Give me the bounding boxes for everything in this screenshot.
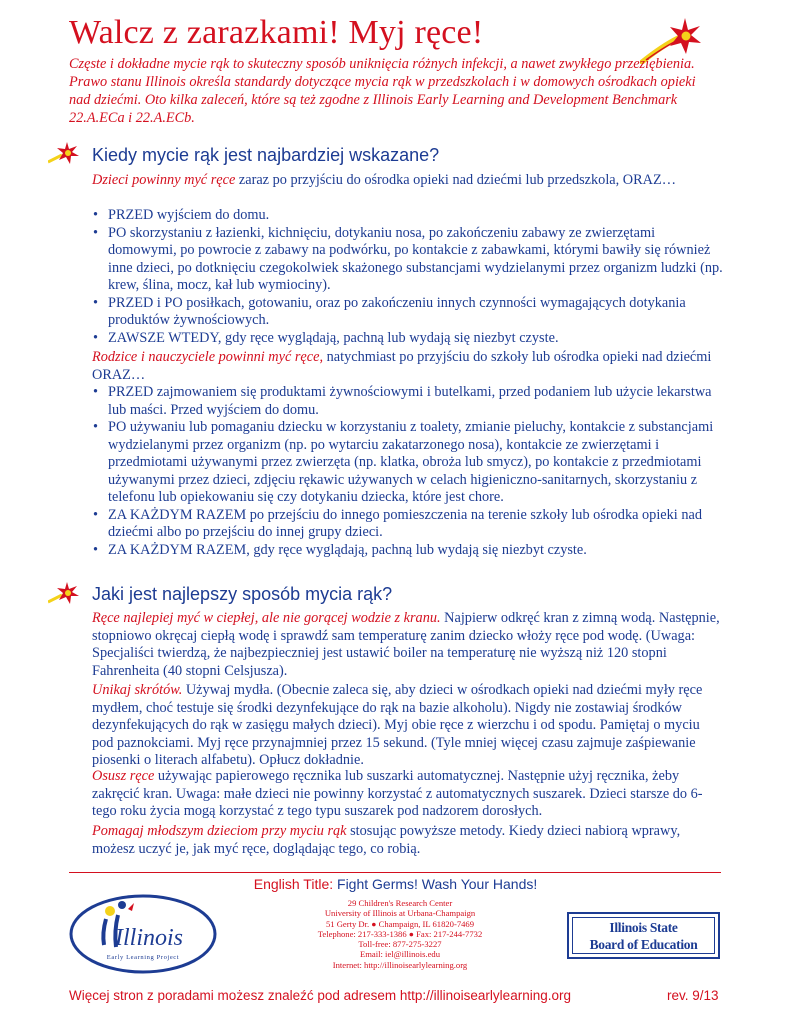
footer-more-pages: Więcej stron z poradami możesz znaleźć pod adresem http://illinoisearlylearning.org xyxy=(69,988,571,1003)
english-title-text: Fight Germs! Wash Your Hands! xyxy=(333,876,538,892)
list-item: • ZA KAŻDYM RAZEM, gdy ręce wyglądają, pachną lub wydają się niezbyt czyste. xyxy=(92,542,724,560)
warm-water-text: Najpierw odkręć kran z zimną wodą. Następnie, stopniowo okręcaj ciepłą wodę i sprawdź sam temperaturę zanim dziecko włoży ręce pod wodę. (Uwaga: Specjaliści twierdzą, że najbezpieczniej jest ustawić boiler na temperaturę nie wyższą niż 120 stopni Fahrenheita (40 stopni Celsjusza). xyxy=(92,610,720,679)
adults-wash-paragraph xyxy=(92,349,722,384)
address-line: Toll-free: 877-275-3227 xyxy=(358,939,442,950)
contact-address xyxy=(290,898,510,970)
english-title-label: English Title: xyxy=(253,876,334,892)
iel-logo xyxy=(68,893,218,975)
list-item: • PO skorzystaniu z łazienki, kichnięciu, dotykaniu nosa, po zakończeniu zabawy ze zwierzętami domowymi, po powrocie z zabawy na podwórku, po kontakcie z zabawkami, którymi bawiły się również inne dzieci, po dotknięciu czegokolwiek skażonego substancjami wydzielanymi przez organizm ludzki (np. krew, ślina, mocz, kał lub wymiociny). xyxy=(92,225,724,295)
page-title: Walcz z zarazkami! Myj ręce! xyxy=(69,14,484,51)
help-children-paragraph xyxy=(92,823,722,858)
isbe-logo-text xyxy=(572,917,715,954)
section-heading-how: Jaki jest najlepszy sposób mycia rąk? xyxy=(92,584,393,604)
english-title xyxy=(0,876,791,892)
adults-wash-text: natychmiast po przyjściu do szkoły lub ośrodka opieki nad dziećmi ORAZ… xyxy=(92,349,712,383)
dry-hands-text: używając papierowego ręcznika lub suszarki automatycznej. Następnie użyj ręcznika, żeby zakręcić kran. Uwaga: małe dzieci nie powinny korzystać z automatycznych suszarek. Dzieci starsze do 6-tego roku życia mogą korzystać z tego typu suszarek pod nadzorem dorosłych. xyxy=(92,768,703,819)
dry-hands-emphasis: Osusz ręce xyxy=(92,768,155,784)
footer-divider xyxy=(69,872,721,873)
address-line: 29 Children's Research Center xyxy=(347,898,453,908)
no-shortcuts-text: Używaj mydła. (Obecnie zaleca się, aby dzieci w ośrodkach opieki nad dziećmi myły ręce mydłem, choć testuje się środki dezynfekujące do rąk na bazie alkoholu). Nigdy nie zostawiaj środków dezynfekujących do rąk w zasięgu małych dzieci). Myj obie ręce z wierzchu i od spodu. Pamiętaj o myciu pod paznokciami. Myj ręce przynajmniej przez 15 sekund. (Tyle mniej więcej czasu zajmuje zaśpiewanie piosenki o literach alfabetu). Opłucz dokładnie. xyxy=(92,682,703,768)
address-line: Internet: http://illinoisearlylearning.org xyxy=(332,959,468,970)
list-item: • PRZED wyjściem do domu. xyxy=(92,207,724,225)
isbe-logo xyxy=(567,912,720,959)
address-line: University of Illinois at Urbana-Champaign xyxy=(324,908,476,919)
warm-water-paragraph xyxy=(92,610,722,680)
intro-paragraph: Częste i dokładne mycie rąk to skuteczny sposób uniknięcia różnych infekcji, a nawet zwykłego przeziębienia. Prawo stanu Illinois określa standardy dotyczące mycia rąk w przedszkolach i w domowych ośrodkach opieki nad dziećmi. Oto kilka zaleceń, które są też zgodne z Illinois Early Learning and Development Benchmark 22.A.ECa i 22.A.ECb. xyxy=(69,56,696,126)
logo-subtitle: Early Learning Project xyxy=(106,954,180,961)
logo-name: Illinois xyxy=(115,925,184,951)
help-children-emphasis: Pomagaj młodszym dzieciom przy myciu rąk xyxy=(92,823,347,839)
list-item: • PRZED i PO posiłkach, gotowaniu, oraz po zakończeniu innych czynności wymagających dotykania produktów żywnościowych. xyxy=(92,295,724,330)
section-star-icon xyxy=(48,142,80,166)
dry-hands-paragraph xyxy=(92,768,722,821)
no-shortcuts-paragraph xyxy=(92,682,722,770)
help-children-text: stosując powyższe metody. Kiedy dzieci nabiorą wprawy, możesz uczyć je, jak myć ręce, doglądając tego, co robią. xyxy=(92,823,681,857)
children-wash-emphasis: Dzieci powinny myć ręce xyxy=(92,172,236,188)
adults-wash-emphasis: Rodzice i nauczyciele powinni myć ręce, xyxy=(92,349,324,365)
revision-label: rev. 9/13 xyxy=(667,988,719,1003)
isbe-line-1: Illinois State xyxy=(609,920,678,935)
section-heading-when: Kiedy mycie rąk jest najbardziej wskazane? xyxy=(92,145,440,165)
children-bullet-list xyxy=(92,207,724,347)
iel-logo-icon xyxy=(68,893,218,975)
warm-water-emphasis: Ręce najlepiej myć w ciepłej, ale nie gorącej wodzie z kranu. xyxy=(92,610,441,626)
children-wash-text: zaraz po przyjściu do ośrodka opieki nad dziećmi lub przedszkola, ORAZ… xyxy=(235,172,676,188)
address-line: 51 Gerty Dr. ● Champaign, IL 61820-7469 xyxy=(325,918,475,929)
children-wash-paragraph xyxy=(92,172,722,190)
isbe-line-2: Board of Education xyxy=(589,937,698,952)
address-line: Telephone: 217-333-1386 ● Fax: 217-244-7732 xyxy=(317,928,483,939)
list-item: • PO używaniu lub pomaganiu dziecku w korzystaniu z toalety, zmianie pieluchy, kontakcie z substancjami wydzielanymi przez organizm (np. po wytarciu zakatarzonego nosa), kontakcie ze zwierzętami i przedmiotami używanymi przez zwierzęta (np. klatka, obroża lub smycz), po kontakcie z przedmiotami używanymi przez dzieci, zdjęciu rękawic używanych w celach higieniczno-sanitarnych, skorzystaniu z telefonu lub opiekowaniu się czy dotykaniu dziecka, które jest chore. xyxy=(92,419,724,507)
no-shortcuts-emphasis: Unikaj skrótów. xyxy=(92,682,183,698)
address-line: Email: iel@illinois.edu xyxy=(360,949,440,960)
list-item: • PRZED zajmowaniem się produktami żywnościowymi i butelkami, przed podaniem lub użycie lekarstwa lub maści. Przed wyjściem do domu. xyxy=(92,384,724,419)
section-star-icon xyxy=(48,582,80,606)
adults-bullet-list xyxy=(92,384,724,559)
list-item: • ZA KAŻDYM RAZEM po przejściu do innego pomieszczenia na terenie szkoły lub ośrodka opieki nad dziećmi albo po przejściu do innej grupy dzieci. xyxy=(92,507,724,542)
list-item: • ZAWSZE WTEDY, gdy ręce wyglądają, pachną lub wydają się niezbyt czyste. xyxy=(92,330,724,348)
